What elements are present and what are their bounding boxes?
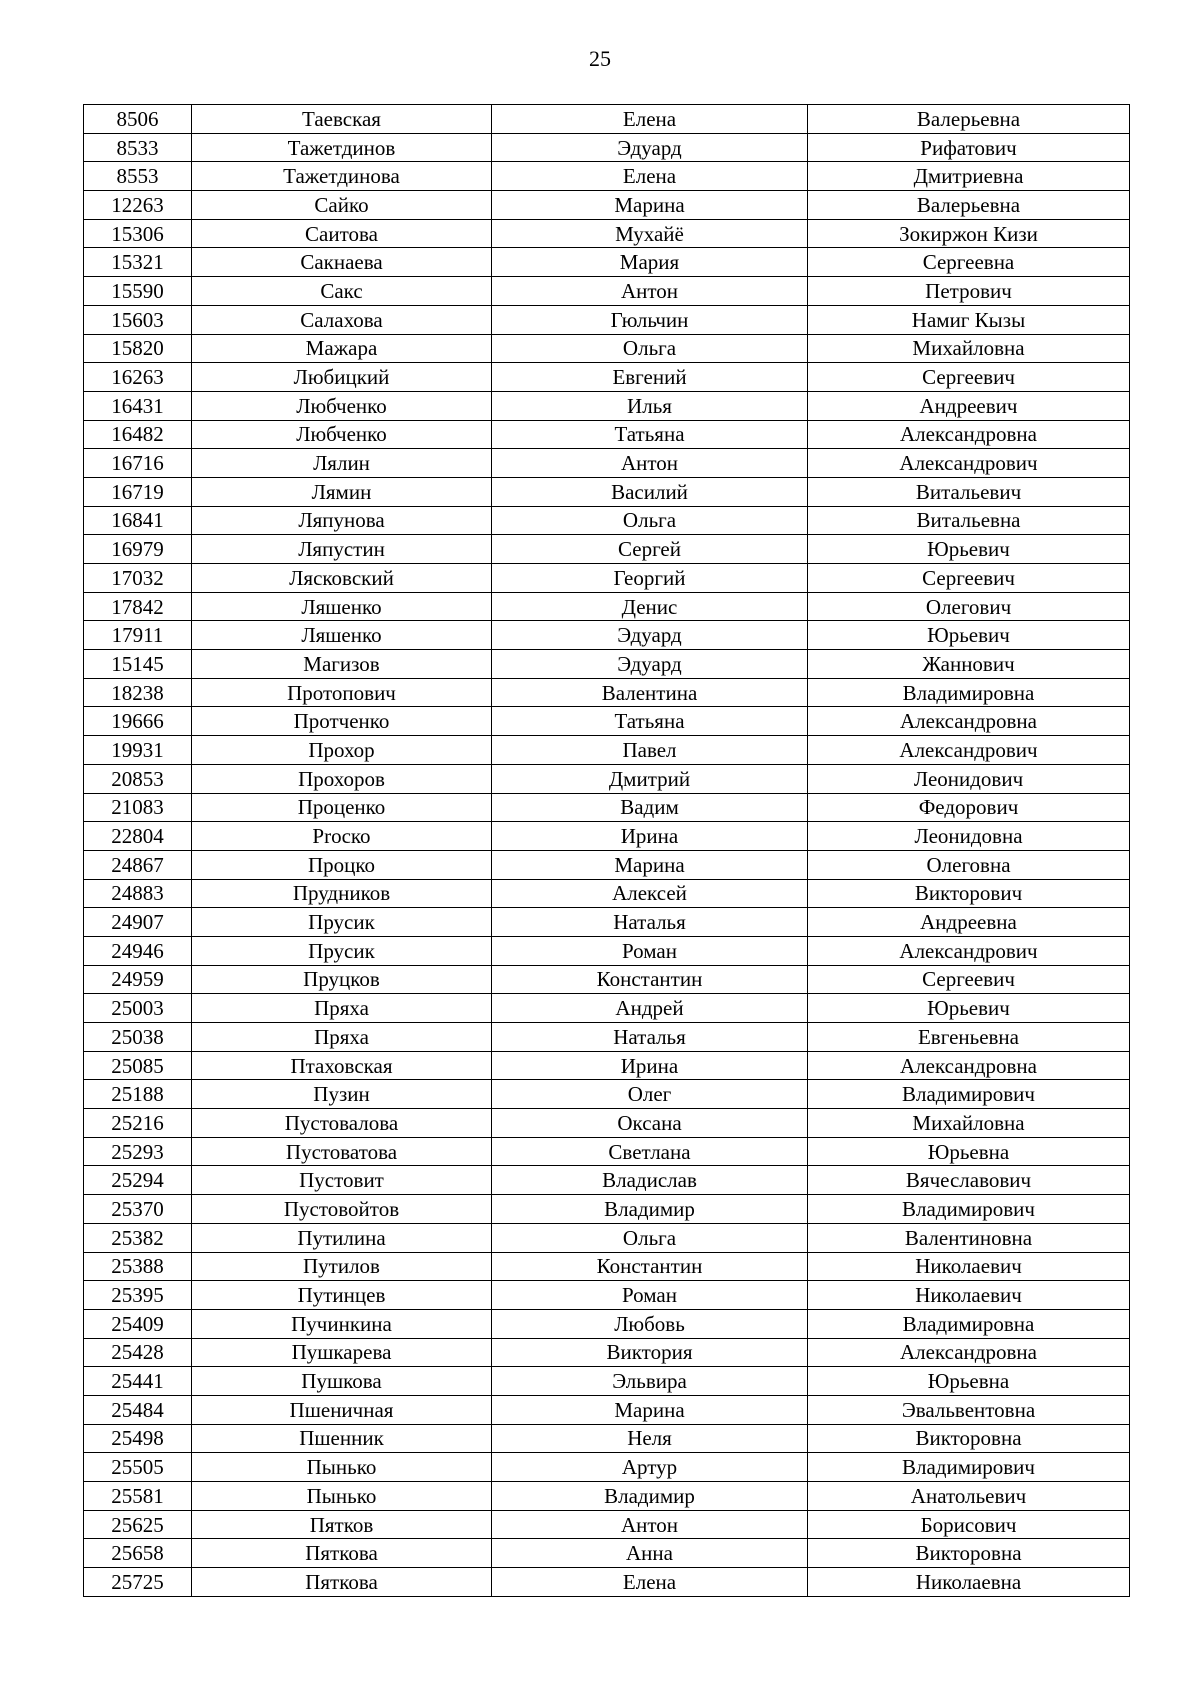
table-row [84,391,1130,420]
id-cell: 25428 [84,1338,192,1367]
id-cell: 12263 [84,191,192,220]
id-cell: 25725 [84,1568,192,1597]
patronymic-cell: Александрович [808,449,1130,478]
patronymic-cell: Витальевич [808,477,1130,506]
patronymic-cell: Юрьевич [808,621,1130,650]
first-name-cell: Евгений [492,363,808,392]
first-name-cell: Елена [492,1568,808,1597]
first-name-cell: Денис [492,592,808,621]
table-row [84,678,1130,707]
table-row [84,592,1130,621]
patronymic-cell: Рифатович [808,133,1130,162]
table-row [84,1223,1130,1252]
first-name-cell: Эдуард [492,133,808,162]
id-cell: 15321 [84,248,192,277]
page-number: 25 [589,46,611,71]
table-row [84,1023,1130,1052]
patronymic-cell: Борисович [808,1510,1130,1539]
patronymic-cell: Вячеславович [808,1166,1130,1195]
id-cell: 16482 [84,420,192,449]
table-row [84,564,1130,593]
table-row [84,879,1130,908]
table-row [84,133,1130,162]
patronymic-cell: Жаннович [808,650,1130,679]
table-row [84,707,1130,736]
patronymic-cell: Сергеевна [808,248,1130,277]
patronymic-cell: Валентиновна [808,1223,1130,1252]
last-name-cell: Пяткова [192,1568,492,1597]
last-name-cell: Procко [192,822,492,851]
table-row [84,908,1130,937]
table-row [84,1281,1130,1310]
id-cell: 25370 [84,1195,192,1224]
table-row [84,191,1130,220]
table-row [84,621,1130,650]
patronymic-cell: Николаевич [808,1281,1130,1310]
first-name-cell: Мухайё [492,219,808,248]
first-name-cell: Антон [492,277,808,306]
id-cell: 25395 [84,1281,192,1310]
table-row [84,535,1130,564]
last-name-cell: Пряха [192,1023,492,1052]
patronymic-cell: Александрович [808,936,1130,965]
first-name-cell: Владислав [492,1166,808,1195]
first-name-cell: Илья [492,391,808,420]
id-cell: 25625 [84,1510,192,1539]
patronymic-cell: Намиг Кызы [808,305,1130,334]
table-row [84,105,1130,134]
first-name-cell: Эдуард [492,621,808,650]
id-cell: 16841 [84,506,192,535]
patronymic-cell: Михайловна [808,334,1130,363]
table-row [84,1568,1130,1597]
patronymic-cell: Михайловна [808,1109,1130,1138]
id-cell: 15603 [84,305,192,334]
patronymic-cell: Николаевич [808,1252,1130,1281]
id-cell: 22804 [84,822,192,851]
table-row [84,449,1130,478]
table-row [84,1109,1130,1138]
table-row [84,1395,1130,1424]
id-cell: 25293 [84,1137,192,1166]
last-name-cell: Лялин [192,449,492,478]
last-name-cell: Ляпунова [192,506,492,535]
patronymic-cell: Юрьевич [808,994,1130,1023]
id-cell: 19666 [84,707,192,736]
first-name-cell: Константин [492,1252,808,1281]
last-name-cell: Птаховская [192,1051,492,1080]
id-cell: 25382 [84,1223,192,1252]
patronymic-cell: Викторовна [808,1424,1130,1453]
table-row [84,1367,1130,1396]
first-name-cell: Эдуард [492,650,808,679]
last-name-cell: Процко [192,850,492,879]
id-cell: 24907 [84,908,192,937]
id-cell: 24946 [84,936,192,965]
table-row [84,477,1130,506]
id-cell: 25409 [84,1309,192,1338]
first-name-cell: Василий [492,477,808,506]
first-name-cell: Любовь [492,1309,808,1338]
first-name-cell: Марина [492,191,808,220]
id-cell: 8553 [84,162,192,191]
first-name-cell: Мария [492,248,808,277]
last-name-cell: Пяткова [192,1539,492,1568]
table-row [84,162,1130,191]
patronymic-cell: Андреевич [808,391,1130,420]
first-name-cell: Гюльчин [492,305,808,334]
id-cell: 15590 [84,277,192,306]
last-name-cell: Прудников [192,879,492,908]
id-cell: 16979 [84,535,192,564]
first-name-cell: Марина [492,1395,808,1424]
last-name-cell: Сакнаева [192,248,492,277]
id-cell: 16431 [84,391,192,420]
last-name-cell: Пустовит [192,1166,492,1195]
first-name-cell: Ольга [492,506,808,535]
first-name-cell: Владимир [492,1195,808,1224]
last-name-cell: Пустоватова [192,1137,492,1166]
patronymic-cell: Петрович [808,277,1130,306]
patronymic-cell: Евгеньевна [808,1023,1130,1052]
first-name-cell: Наталья [492,1023,808,1052]
id-cell: 25216 [84,1109,192,1138]
patronymic-cell: Александрович [808,736,1130,765]
last-name-cell: Ляпустин [192,535,492,564]
table-row [84,965,1130,994]
patronymic-cell: Анатольевич [808,1482,1130,1511]
id-cell: 15145 [84,650,192,679]
id-cell: 16719 [84,477,192,506]
last-name-cell: Салахова [192,305,492,334]
id-cell: 18238 [84,678,192,707]
last-name-cell: Любицкий [192,363,492,392]
table-row [84,822,1130,851]
last-name-cell: Лямин [192,477,492,506]
first-name-cell: Неля [492,1424,808,1453]
table-row [84,219,1130,248]
table-row [84,1424,1130,1453]
table-row [84,936,1130,965]
last-name-cell: Пшенник [192,1424,492,1453]
id-cell: 15820 [84,334,192,363]
last-name-cell: Пруцков [192,965,492,994]
patronymic-cell: Андреевна [808,908,1130,937]
last-name-cell: Магизов [192,650,492,679]
table-row [84,363,1130,392]
last-name-cell: Лясковский [192,564,492,593]
first-name-cell: Антон [492,449,808,478]
patronymic-cell: Федорович [808,793,1130,822]
table-row [84,1309,1130,1338]
first-name-cell: Андрей [492,994,808,1023]
last-name-cell: Протопович [192,678,492,707]
last-name-cell: Путинцев [192,1281,492,1310]
last-name-cell: Пустовойтов [192,1195,492,1224]
first-name-cell: Георгий [492,564,808,593]
first-name-cell: Оксана [492,1109,808,1138]
table-row [84,764,1130,793]
first-name-cell: Ольга [492,334,808,363]
first-name-cell: Дмитрий [492,764,808,793]
first-name-cell: Анна [492,1539,808,1568]
last-name-cell: Пучинкина [192,1309,492,1338]
last-name-cell: Пустовалова [192,1109,492,1138]
id-cell: 25038 [84,1023,192,1052]
first-name-cell: Марина [492,850,808,879]
last-name-cell: Ляшенко [192,592,492,621]
first-name-cell: Роман [492,936,808,965]
first-name-cell: Наталья [492,908,808,937]
roster-table [83,104,1130,1597]
table-row [84,994,1130,1023]
first-name-cell: Светлана [492,1137,808,1166]
last-name-cell: Тажетдинова [192,162,492,191]
first-name-cell: Татьяна [492,707,808,736]
last-name-cell: Любченко [192,391,492,420]
first-name-cell: Антон [492,1510,808,1539]
table-row [84,1051,1130,1080]
id-cell: 25505 [84,1453,192,1482]
first-name-cell: Сергей [492,535,808,564]
id-cell: 19931 [84,736,192,765]
table-row [84,1338,1130,1367]
last-name-cell: Сайко [192,191,492,220]
table-row [84,736,1130,765]
first-name-cell: Ольга [492,1223,808,1252]
patronymic-cell: Юрьевна [808,1137,1130,1166]
first-name-cell: Ирина [492,822,808,851]
patronymic-cell: Олегович [808,592,1130,621]
table-row [84,1137,1130,1166]
patronymic-cell: Николаевна [808,1568,1130,1597]
patronymic-cell: Витальевна [808,506,1130,535]
last-name-cell: Пузин [192,1080,492,1109]
table-row [84,1453,1130,1482]
id-cell: 17911 [84,621,192,650]
last-name-cell: Пушкова [192,1367,492,1396]
id-cell: 25188 [84,1080,192,1109]
patronymic-cell: Эвальвентовна [808,1395,1130,1424]
id-cell: 24867 [84,850,192,879]
first-name-cell: Алексей [492,879,808,908]
patronymic-cell: Юрьевич [808,535,1130,564]
first-name-cell: Константин [492,965,808,994]
patronymic-cell: Сергеевич [808,965,1130,994]
last-name-cell: Таевская [192,105,492,134]
id-cell: 25484 [84,1395,192,1424]
patronymic-cell: Владимирович [808,1080,1130,1109]
last-name-cell: Мажара [192,334,492,363]
id-cell: 17842 [84,592,192,621]
table-row [84,1195,1130,1224]
last-name-cell: Саитова [192,219,492,248]
patronymic-cell: Зокиржон Кизи [808,219,1130,248]
first-name-cell: Татьяна [492,420,808,449]
table-row [84,1166,1130,1195]
id-cell: 8506 [84,105,192,134]
last-name-cell: Прусик [192,908,492,937]
table-row [84,793,1130,822]
patronymic-cell: Дмитриевна [808,162,1130,191]
patronymic-cell: Сергеевич [808,564,1130,593]
patronymic-cell: Олеговна [808,850,1130,879]
patronymic-cell: Александровна [808,1051,1130,1080]
table-row [84,277,1130,306]
last-name-cell: Сакс [192,277,492,306]
last-name-cell: Тажетдинов [192,133,492,162]
patronymic-cell: Валерьевна [808,105,1130,134]
last-name-cell: Пряха [192,994,492,1023]
id-cell: 25003 [84,994,192,1023]
patronymic-cell: Викторович [808,879,1130,908]
patronymic-cell: Леонидович [808,764,1130,793]
first-name-cell: Артур [492,1453,808,1482]
id-cell: 24883 [84,879,192,908]
patronymic-cell: Александровна [808,707,1130,736]
last-name-cell: Пшеничная [192,1395,492,1424]
patronymic-cell: Викторовна [808,1539,1130,1568]
first-name-cell: Вадим [492,793,808,822]
patronymic-cell: Сергеевич [808,363,1130,392]
id-cell: 25085 [84,1051,192,1080]
id-cell: 15306 [84,219,192,248]
patronymic-cell: Валерьевна [808,191,1130,220]
id-cell: 16716 [84,449,192,478]
id-cell: 25388 [84,1252,192,1281]
last-name-cell: Любченко [192,420,492,449]
table-row [84,1482,1130,1511]
first-name-cell: Валентина [492,678,808,707]
id-cell: 25658 [84,1539,192,1568]
id-cell: 25581 [84,1482,192,1511]
table-row [84,1252,1130,1281]
id-cell: 24959 [84,965,192,994]
id-cell: 8533 [84,133,192,162]
last-name-cell: Пушкарева [192,1338,492,1367]
table-row [84,420,1130,449]
patronymic-cell: Владимировна [808,678,1130,707]
first-name-cell: Олег [492,1080,808,1109]
patronymic-cell: Александровна [808,1338,1130,1367]
first-name-cell: Ирина [492,1051,808,1080]
last-name-cell: Пынько [192,1482,492,1511]
table-row [84,1539,1130,1568]
first-name-cell: Роман [492,1281,808,1310]
last-name-cell: Протченко [192,707,492,736]
first-name-cell: Виктория [492,1338,808,1367]
last-name-cell: Путилина [192,1223,492,1252]
patronymic-cell: Владимировна [808,1309,1130,1338]
table-row [84,305,1130,334]
id-cell: 21083 [84,793,192,822]
last-name-cell: Прохоров [192,764,492,793]
patronymic-cell: Александровна [808,420,1130,449]
patronymic-cell: Владимирович [808,1453,1130,1482]
id-cell: 25441 [84,1367,192,1396]
last-name-cell: Пынько [192,1453,492,1482]
first-name-cell: Владимир [492,1482,808,1511]
last-name-cell: Путилов [192,1252,492,1281]
id-cell: 25294 [84,1166,192,1195]
table-row [84,1510,1130,1539]
last-name-cell: Проценко [192,793,492,822]
last-name-cell: Пятков [192,1510,492,1539]
table-row [84,850,1130,879]
patronymic-cell: Леонидовна [808,822,1130,851]
id-cell: 17032 [84,564,192,593]
table-row [84,334,1130,363]
roster-body [84,105,1130,1597]
first-name-cell: Павел [492,736,808,765]
id-cell: 25498 [84,1424,192,1453]
patronymic-cell: Юрьевна [808,1367,1130,1396]
id-cell: 16263 [84,363,192,392]
table-row [84,1080,1130,1109]
patronymic-cell: Владимирович [808,1195,1130,1224]
first-name-cell: Елена [492,105,808,134]
last-name-cell: Прусик [192,936,492,965]
id-cell: 20853 [84,764,192,793]
first-name-cell: Эльвира [492,1367,808,1396]
table-row [84,506,1130,535]
table-row [84,248,1130,277]
last-name-cell: Ляшенко [192,621,492,650]
last-name-cell: Прохор [192,736,492,765]
table-row [84,650,1130,679]
first-name-cell: Елена [492,162,808,191]
